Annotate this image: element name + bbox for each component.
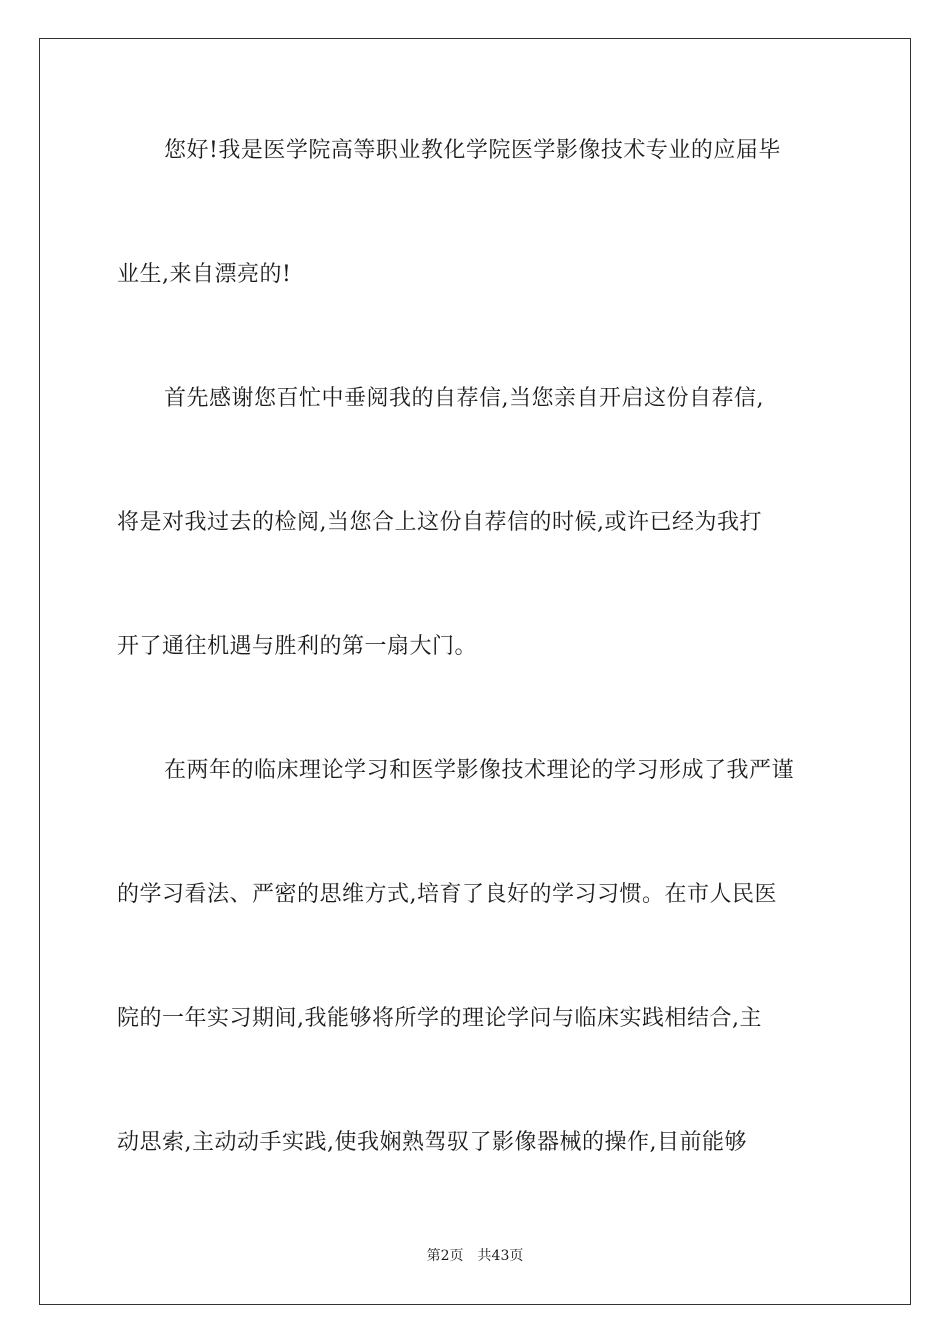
paragraph-2-line-1: 首先感谢您百忙中垂阅我的自荐信,当您亲自开启这份自荐信, xyxy=(164,386,764,411)
page-border xyxy=(39,38,911,1305)
paragraph-3-line-1: 在两年的临床理论学习和医学影像技术理论的学习形成了我严谨 xyxy=(164,758,795,783)
paragraph-3-line-3: 院的一年实习期间,我能够将所学的理论学问与临床实践相结合,主 xyxy=(117,1006,762,1031)
paragraph-2-line-3: 开了通往机遇与胜利的第一扇大门。 xyxy=(117,634,478,659)
paragraph-2-line-2: 将是对我过去的检阅,当您合上这份自荐信的时候,或许已经为我打 xyxy=(117,510,762,535)
paragraph-3-line-2: 的学习看法、严密的思维方式,培育了良好的学习习惯。在市人民医 xyxy=(117,882,777,907)
page-footer xyxy=(0,1246,950,1266)
page-number: 第2页 xyxy=(426,1248,464,1264)
total-pages: 共43页 xyxy=(477,1248,524,1264)
paragraph-1-line-1: 您好!我是医学院高等职业教化学院医学影像技术专业的应届毕 xyxy=(164,138,781,163)
paragraph-3-line-4: 动思索,主动动手实践,使我娴熟驾驭了影像器械的操作,目前能够 xyxy=(117,1130,747,1155)
paragraph-1-line-2: 业生,来自漂亮的! xyxy=(117,262,292,287)
